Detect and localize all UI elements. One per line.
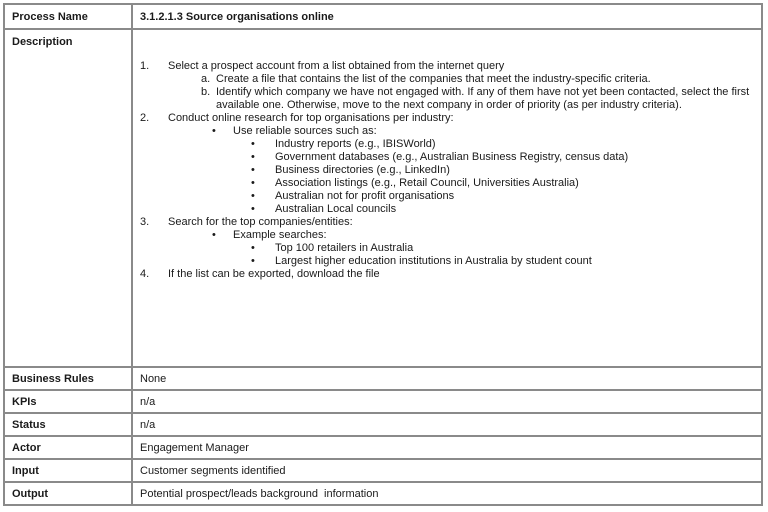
kpis-label: KPIs [4,390,132,413]
list-item [251,151,754,164]
list-item [251,138,754,151]
list-text: Australian Local councils [275,203,397,215]
list-text: Association listings (e.g., Retail Council, Universities Australia) [275,177,579,189]
process-name-value: 3.1.2.1.3 Source organisations online [132,4,762,29]
description-label: Description [4,29,132,367]
list-marker: 3. [140,216,150,228]
table-row [4,390,762,413]
business-rules-label: Business Rules [4,367,132,390]
list-text: Use reliable sources such as: [233,125,377,137]
list-marker: • [251,151,255,163]
list-item [251,255,754,268]
list-item [251,177,754,190]
list-text: Identify which company we have not engaged with. If any of them have not yet been contacted, select the first available one. Otherwise, move to the next company in order of priority (as per industry criteria). [216,86,750,111]
output-label: Output [4,482,132,505]
list-marker: 4. [140,268,150,280]
list-item [251,242,754,255]
actor-value: Engagement Manager [132,436,762,459]
table-row [4,29,762,367]
list-item [140,112,754,125]
list-marker: 2. [140,112,150,124]
list-text: Industry reports (e.g., IBISWorld) [275,138,436,150]
table-row [4,413,762,436]
list-item [140,268,754,281]
list-marker: 1. [140,60,150,72]
list-item [251,164,754,177]
table-row [4,436,762,459]
kpis-value: n/a [132,390,762,413]
list-marker: b. [201,86,211,98]
list-text: Government databases (e.g., Australian Business Registry, census data) [275,151,629,163]
output-value: Potential prospect/leads background information [132,482,762,505]
list-item [201,86,754,112]
list-item [251,203,754,216]
business-rules-value: None [132,367,762,390]
list-text: If the list can be exported, download the file [168,268,380,280]
list-marker: • [251,138,255,150]
list-item [201,73,754,86]
description-cell [132,29,762,367]
table-row [4,482,762,505]
actor-label: Actor [4,436,132,459]
list-item [212,229,754,242]
list-text: Top 100 retailers in Australia [275,242,414,254]
list-text: Search for the top companies/entities: [168,216,353,228]
description-list [140,60,754,281]
list-marker: • [251,164,255,176]
list-marker: • [212,229,216,241]
list-text: Example searches: [233,229,327,241]
table-row [4,459,762,482]
list-marker: • [251,203,255,215]
list-text: Create a file that contains the list of the companies that meet the industry-specific criteria. [216,73,651,85]
list-text: Select a prospect account from a list obtained from the internet query [168,60,505,72]
list-marker: • [251,190,255,202]
list-marker: • [251,242,255,254]
list-item [212,125,754,138]
input-label: Input [4,459,132,482]
list-item [251,190,754,203]
list-text: Largest higher education institutions in Australia by student count [275,255,592,267]
status-value: n/a [132,413,762,436]
list-marker: a. [201,73,211,85]
process-name-label: Process Name [4,4,132,29]
input-value: Customer segments identified [132,459,762,482]
list-text: Australian not for profit organisations [275,190,455,202]
process-definition-table [3,3,763,506]
table-row [4,367,762,390]
list-marker: • [251,255,255,267]
list-text: Business directories (e.g., LinkedIn) [275,164,450,176]
status-label: Status [4,413,132,436]
list-marker: • [251,177,255,189]
list-text: Conduct online research for top organisations per industry: [168,112,454,124]
list-item [140,216,754,229]
list-marker: • [212,125,216,137]
table-row [4,4,762,29]
list-item [140,60,754,73]
